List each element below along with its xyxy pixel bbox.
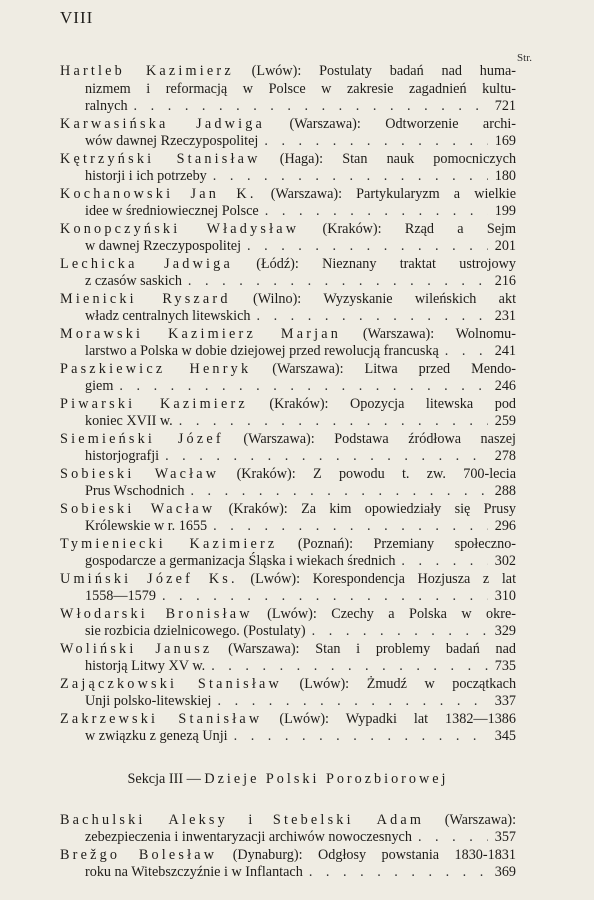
entry-last-line bbox=[60, 98, 516, 116]
entry-author: Kochanowski Jan K. bbox=[60, 185, 257, 202]
entry-title: Przemiany społeczno- bbox=[373, 535, 516, 552]
toc-entry bbox=[60, 221, 516, 256]
entry-first-line bbox=[60, 812, 516, 830]
dot-leader bbox=[309, 864, 488, 882]
entry-location: (Lwów): bbox=[251, 63, 302, 79]
entry-last-line bbox=[60, 518, 516, 536]
entry-title-continued: nizmem i reformacją w Polsce w zakresie zagadnień kultu- bbox=[85, 80, 516, 97]
entry-title: Stan nauk pomocniczych bbox=[342, 150, 516, 167]
entry-title: Odtworzenie archi- bbox=[385, 115, 516, 132]
entry-coauthor: Stebelski Adam bbox=[272, 811, 425, 828]
entry-first-line bbox=[60, 221, 516, 239]
dot-leader bbox=[218, 693, 489, 711]
entry-page: 288 bbox=[494, 483, 516, 499]
entry-page: 259 bbox=[494, 413, 516, 429]
entry-author: Paszkiewicz Henryk bbox=[60, 360, 252, 377]
entry-page: 278 bbox=[494, 448, 516, 464]
entry-page: 241 bbox=[494, 343, 516, 359]
entry-first-line bbox=[60, 431, 516, 449]
entry-author: Umiński Józef Ks. bbox=[60, 570, 238, 587]
entry-first-line bbox=[60, 711, 516, 729]
toc-entry bbox=[60, 361, 516, 396]
entry-location: (Warszawa): bbox=[289, 115, 361, 132]
entry-page: 201 bbox=[494, 238, 516, 254]
entry-title: Litwa przed Mendo- bbox=[364, 360, 516, 377]
entry-title: Nieznany traktat ustrojowy bbox=[322, 255, 516, 272]
entry-author: Konopczyński Władysław bbox=[60, 220, 300, 237]
entry-title: Wyzyskanie wileńskich akt bbox=[323, 290, 516, 307]
entry-first-line bbox=[60, 536, 516, 554]
entry-title-continued: gospodarcze a germanizacja Śląska i wiekach średnich bbox=[85, 553, 396, 569]
entry-title-continued: z czasów saskich bbox=[85, 273, 182, 289]
entry-page: 357 bbox=[494, 829, 516, 845]
entry-page: 199 bbox=[494, 203, 516, 219]
toc-entry bbox=[60, 396, 516, 431]
entry-author: Zajączkowski Stanisław bbox=[60, 675, 282, 692]
entry-author: Brežgo Bolesław bbox=[60, 846, 218, 863]
dot-leader bbox=[234, 728, 488, 746]
entry-title-end: ralnych bbox=[85, 98, 128, 114]
entry-title: Odgłosy powstania 1830-1831 bbox=[318, 846, 516, 863]
entry-last-line bbox=[60, 133, 516, 151]
entry-first-line bbox=[60, 606, 516, 624]
entry-first-line bbox=[60, 361, 516, 379]
entry-title-continued: w związku z genezą Unji bbox=[85, 728, 228, 744]
dot-leader bbox=[134, 98, 488, 116]
entry-title: Za kim opowiedziały się Prusy bbox=[301, 500, 516, 517]
entry-location: (Dynaburg): bbox=[232, 846, 303, 863]
entry-title-continued: sie rozbicia dzielnicowego. (Postulaty) bbox=[85, 623, 306, 639]
toc-entry bbox=[60, 711, 516, 746]
entry-page: 345 bbox=[494, 728, 516, 744]
entry-location: (Kraków): bbox=[269, 395, 329, 412]
toc-entry bbox=[60, 641, 516, 676]
entry-last-line bbox=[60, 864, 516, 882]
entry-first-line bbox=[60, 676, 516, 694]
entry-last-line bbox=[60, 273, 516, 291]
entry-last-line bbox=[60, 343, 516, 361]
entry-last-line bbox=[60, 308, 516, 326]
entry-author: Siemieński Józef bbox=[60, 430, 224, 447]
entry-title-continued: historją Litwy XV w. bbox=[85, 658, 206, 674]
entry-author: Sobieski Wacław bbox=[60, 465, 220, 482]
entry-first-line bbox=[60, 291, 516, 309]
entry-last-line bbox=[60, 588, 516, 606]
entry-last-line bbox=[60, 553, 516, 571]
entry-location: (Kraków): bbox=[236, 465, 296, 482]
entry-location: (Lwów): bbox=[299, 675, 350, 692]
entry-page: 337 bbox=[494, 693, 516, 709]
dot-leader bbox=[265, 203, 488, 221]
entry-page: 296 bbox=[494, 518, 516, 534]
toc-entry bbox=[60, 536, 516, 571]
entry-location: (Poznań): bbox=[297, 535, 354, 552]
toc-entry bbox=[60, 291, 516, 326]
entry-last-line bbox=[60, 238, 516, 256]
entry-author: Mienicki Ryszard bbox=[60, 290, 231, 307]
toc-entry bbox=[60, 326, 516, 361]
entry-last-line bbox=[60, 623, 516, 641]
entry-page: 329 bbox=[494, 623, 516, 639]
dot-leader bbox=[162, 588, 488, 606]
entry-first-line bbox=[60, 63, 516, 81]
entry-title: Partykularyzm a wielkie bbox=[356, 185, 516, 202]
entry-title: Opozycja litewska pod bbox=[350, 395, 516, 412]
toc-entry bbox=[60, 466, 516, 501]
entry-title-continued: larstwo a Polska w dobie dziejowej przed rewolucją francuską bbox=[85, 343, 439, 359]
entry-location: (Lwów): bbox=[279, 710, 329, 727]
entry-first-line bbox=[60, 256, 516, 274]
dot-leader bbox=[188, 273, 488, 291]
entry-last-line bbox=[60, 829, 516, 847]
entry-page: 735 bbox=[494, 658, 516, 674]
toc-entry bbox=[60, 812, 516, 847]
section-prefix: Sekcja III — bbox=[127, 770, 201, 787]
entry-title-continued: historjografji bbox=[85, 448, 160, 464]
dot-leader bbox=[213, 168, 488, 186]
entry-page: 169 bbox=[494, 133, 516, 149]
toc-entry bbox=[60, 151, 516, 186]
toc-entry bbox=[60, 847, 516, 882]
entry-page: 216 bbox=[494, 273, 516, 289]
toc-entry bbox=[60, 571, 516, 606]
entry-title-continued: roku na Witebszczyźnie i w Inflantach bbox=[85, 864, 303, 880]
dot-leader bbox=[445, 343, 488, 361]
dot-leader bbox=[213, 518, 488, 536]
entry-last-line bbox=[60, 168, 516, 186]
entry-page: 369 bbox=[494, 864, 516, 880]
dot-leader bbox=[179, 413, 488, 431]
entry-first-line bbox=[60, 571, 516, 589]
entry-location: (Łódź): bbox=[256, 255, 299, 272]
page-number: VIII bbox=[60, 8, 94, 27]
entry-page: 231 bbox=[494, 308, 516, 324]
entry-location: (Wilno): bbox=[252, 290, 302, 307]
entry-author: Morawski Kazimierz Marjan bbox=[60, 325, 342, 342]
entry-last-line bbox=[60, 693, 516, 711]
entry-title: Korespondencja Hozjusza z lat bbox=[312, 570, 516, 587]
entry-title: Stan i problemy badań nad bbox=[315, 640, 516, 657]
toc-entry bbox=[60, 501, 516, 536]
dot-leader bbox=[264, 133, 488, 151]
entry-first-line bbox=[60, 151, 516, 169]
dot-leader bbox=[119, 378, 488, 396]
entry-location: (Warszawa): bbox=[444, 811, 516, 828]
entry-title: Żmudź w początkach bbox=[366, 675, 516, 692]
entry-location: (Lwów): bbox=[250, 570, 301, 587]
entry-author: Woliński Janusz bbox=[60, 640, 213, 657]
entry-author: Hartleb Kazimierz bbox=[60, 63, 234, 79]
entry-title-continued: Królewskie w r. 1655 bbox=[85, 518, 208, 534]
entry-author: Sobieski Wacław bbox=[60, 500, 216, 517]
section-header bbox=[60, 771, 516, 788]
entry-conjunction: i bbox=[248, 811, 253, 828]
entry-author: Tymieniecki Kazimierz bbox=[60, 535, 278, 552]
toc-entry bbox=[60, 606, 516, 641]
entry-page: 310 bbox=[494, 588, 516, 604]
entry-location: (Warszawa): bbox=[362, 325, 435, 342]
toc-entry bbox=[60, 256, 516, 291]
entry-last-line bbox=[60, 448, 516, 466]
entry-first-line bbox=[60, 396, 516, 414]
dot-leader bbox=[401, 553, 488, 571]
entry-page: 180 bbox=[494, 168, 516, 184]
entry-location: (Warszawa): bbox=[228, 640, 300, 657]
entry-continuation-line bbox=[60, 81, 516, 99]
entry-first-line bbox=[60, 326, 516, 344]
entry-title-continued: władz centralnych litewskich bbox=[85, 308, 251, 324]
entry-author: Lechicka Jadwiga bbox=[60, 255, 233, 272]
entry-title: Rząd a Sejm bbox=[404, 220, 516, 237]
entry-last-line bbox=[60, 728, 516, 746]
entry-last-line bbox=[60, 413, 516, 431]
entry-page: 246 bbox=[494, 378, 516, 394]
entry-title-continued: w dawnej Rzeczypospolitej bbox=[85, 238, 242, 254]
section-title: Dzieje Polski Porozbiorowej bbox=[204, 770, 449, 787]
dot-leader bbox=[247, 238, 488, 256]
entry-title-continued: Prus Wschodnich bbox=[85, 483, 185, 499]
entry-page: 302 bbox=[494, 553, 516, 569]
entry-last-line bbox=[60, 203, 516, 221]
dot-leader bbox=[190, 483, 488, 501]
entry-title-continued: wów dawnej Rzeczypospolitej bbox=[85, 133, 259, 149]
entry-location: (Kraków): bbox=[228, 500, 288, 517]
entry-title-continued: historji i ich potrzeby bbox=[85, 168, 207, 184]
entry-location: (Warszawa): bbox=[270, 185, 343, 202]
toc-entry bbox=[60, 63, 516, 116]
toc-entry bbox=[60, 116, 516, 151]
entry-title-continued: idee w średniowiecznej Polsce bbox=[85, 203, 259, 219]
entry-location: (Warszawa): bbox=[272, 360, 344, 377]
entry-author: Karwasińska Jadwiga bbox=[60, 115, 266, 132]
entry-author: Kętrzyński Stanisław bbox=[60, 150, 261, 167]
entry-first-line bbox=[60, 466, 516, 484]
entry-first-line bbox=[60, 847, 516, 865]
entry-first-line bbox=[60, 501, 516, 519]
entry-location: (Lwów): bbox=[267, 605, 317, 622]
entry-title-continued: 1558—1579 bbox=[85, 588, 156, 604]
page-column-label: Str. bbox=[517, 52, 532, 64]
toc-entry bbox=[60, 431, 516, 466]
entry-first-line bbox=[60, 641, 516, 659]
entry-author: Włodarski Bronisław bbox=[60, 605, 253, 622]
dot-leader bbox=[312, 623, 488, 641]
toc-entry bbox=[60, 676, 516, 711]
entry-title: Podstawa źródłowa naszej bbox=[334, 430, 516, 447]
table-of-contents bbox=[60, 63, 516, 882]
entry-title: Postulaty badań nad huma- bbox=[319, 63, 516, 79]
entry-title: Czechy a Polska w okre- bbox=[331, 605, 516, 622]
entry-title: Z powodu t. zw. 700-lecia bbox=[312, 465, 516, 482]
entry-title-continued: Unji polsko-litewskiej bbox=[85, 693, 212, 709]
entry-location: (Haga): bbox=[279, 150, 324, 167]
entry-title-continued: koniec XVII w. bbox=[85, 413, 173, 429]
dot-leader bbox=[418, 829, 488, 847]
dot-leader bbox=[211, 658, 488, 676]
entry-author: Bachulski Aleksy bbox=[60, 811, 228, 828]
entry-location: (Warszawa): bbox=[243, 430, 315, 447]
entry-page: 721 bbox=[494, 98, 516, 114]
dot-leader bbox=[165, 448, 488, 466]
entry-last-line bbox=[60, 378, 516, 396]
entry-last-line bbox=[60, 658, 516, 676]
entry-title: Wypadki lat 1382—1386 bbox=[345, 710, 516, 727]
entry-title-continued: giem bbox=[85, 378, 114, 394]
entry-author: Zakrzewski Stanisław bbox=[60, 710, 263, 727]
entry-location: (Kraków): bbox=[322, 220, 382, 237]
entry-last-line bbox=[60, 483, 516, 501]
entry-author: Piwarski Kazimierz bbox=[60, 395, 248, 412]
entry-title-continued: zebezpieczenia i inwentaryzacji archiwów nowoczesnych bbox=[85, 829, 412, 845]
toc-entry bbox=[60, 186, 516, 221]
entry-title: Wolnomu- bbox=[455, 325, 516, 342]
entry-first-line bbox=[60, 116, 516, 134]
entry-first-line bbox=[60, 186, 516, 204]
dot-leader bbox=[256, 308, 488, 326]
